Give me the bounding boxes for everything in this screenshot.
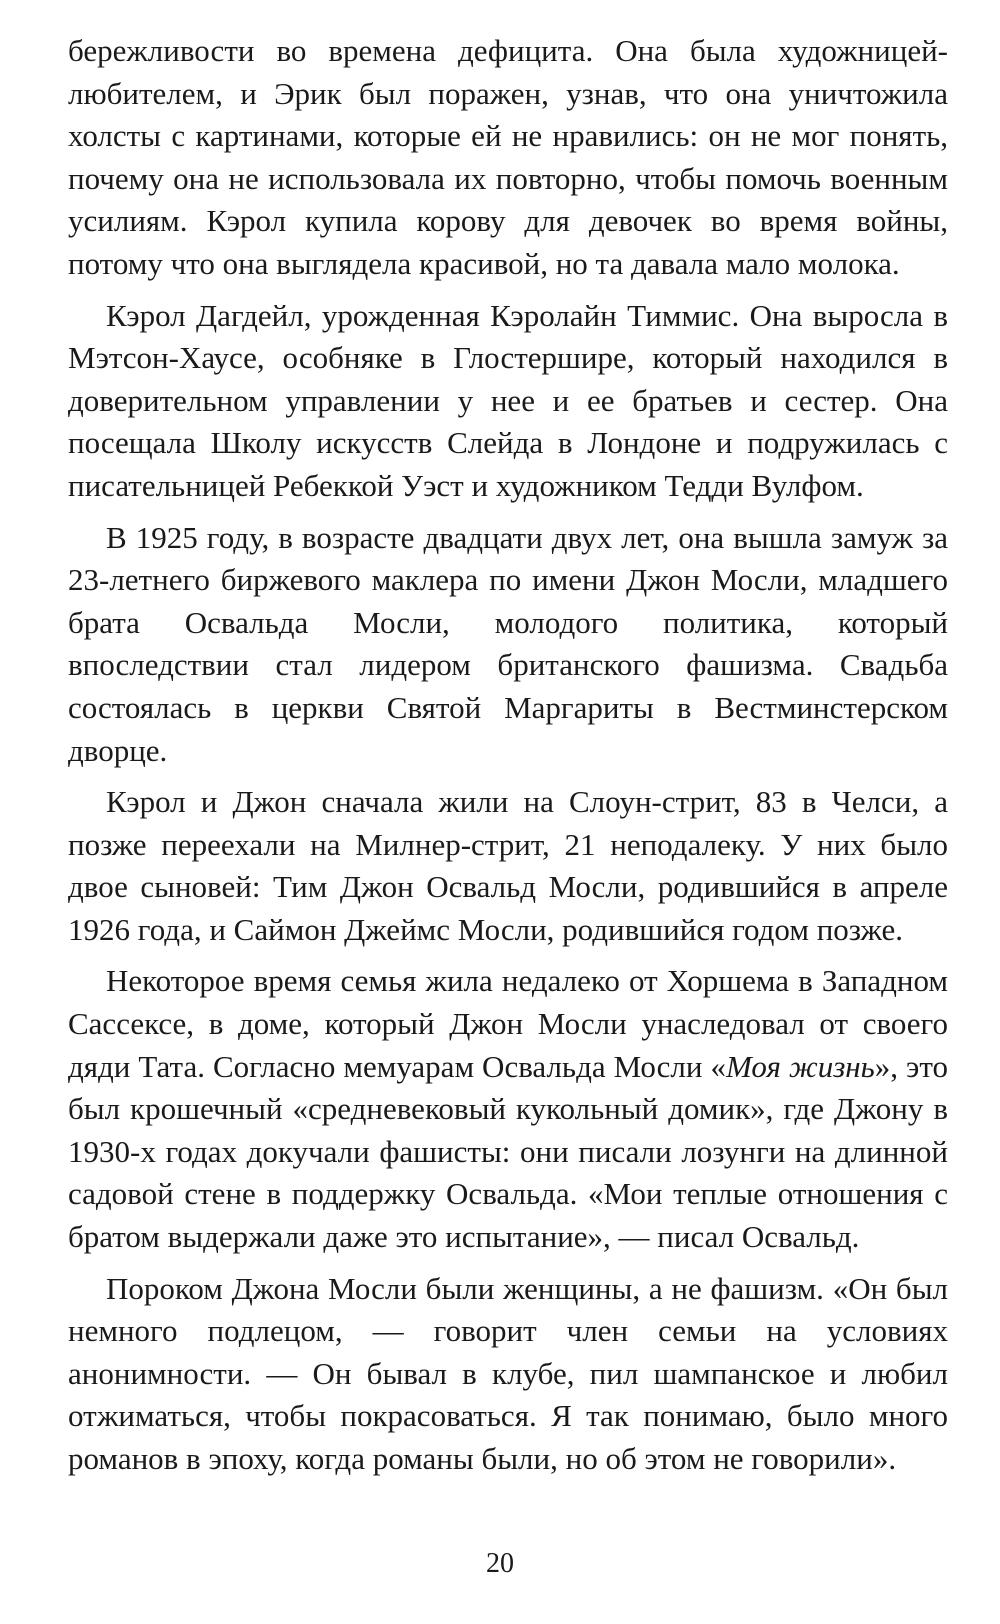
paragraph-text: Некоторое время семья жила недалеко от Хоршема в Западном Сассексе, в доме, который Джон Мосли унаследовал от своего дяди Тата. Согласно мемуарам Освальда Мосли « <box>68 963 948 1084</box>
paragraph-5 <box>68 960 948 1258</box>
paragraph-2 <box>68 295 948 508</box>
paragraph-text: Кэрол и Джон сначала жили на Слоун-стрит, 83 в Челси, а позже переехали на Милнер-стрит, 21 неподалеку. У них было двое сыновей: Тим Джон Освальд Мосли, родившийся в апреле 1926 года, и Саймон Джеймс Мосли, родившийся годом позже. <box>68 784 948 947</box>
paragraph-text: бережливости во времена дефицита. Она была художницей-любителем, и Эрик был поражен, узнав, что она уничтожила холсты с картинами, которые ей не нравились: он не мог понять, почему она не использовала их повторно, чтобы помочь военным усилиям. Кэрол купила корову для девочек во время войны, потому что она выглядела красивой, но та давала мало молока. <box>68 33 948 281</box>
paragraph-text: », это был крошечный «средневековый кукольный домик», где Джону в 1930-х годах докучали фашисты: они писали лозунги на длинной садовой стене в поддержку Освальда. «Мои теплые отношения с братом выдержали даже это испытание», — писал Освальд. <box>68 1048 948 1255</box>
book-title-italic: Моя жизнь <box>725 1048 875 1084</box>
paragraph-text: В 1925 году, в возрасте двадцати двух лет, она вышла замуж за 23-летнего биржевого маклера по имени Джон Мосли, младшего брата Освальда Мосли, молодого политика, который впоследствии стал лидером британского фашизма. Свадьба состоялась в церкви Святой Маргариты в Вестминстерском дворце. <box>68 519 948 768</box>
paragraph-1 <box>68 30 948 286</box>
paragraph-3 <box>68 517 948 773</box>
page-number: 20 <box>486 1548 514 1579</box>
body-text <box>68 30 948 1490</box>
paragraph-4 <box>68 781 948 951</box>
paragraph-6 <box>68 1268 948 1481</box>
paragraph-text: Пороком Джона Мосли были женщины, а не фашизм. «Он был немного подлецом, — говорит член семьи на условиях анонимности. — Он бывал в клубе, пил шампанское и любил отжиматься, чтобы покрасоваться. Я так понимаю, было много романов в эпоху, когда романы были, но об этом не говорили». <box>68 1270 948 1476</box>
paragraph-text: Кэрол Дагдейл, урожденная Кэролайн Тиммис. Она выросла в Мэтсон-Хаусе, особняке в Глостершире, который находился в доверительном управлении у нее и ее братьев и сестер. Она посещала Школу искусств Слейда в Лондоне и подружилась с писательницей Ребеккой Уэст и художником Тедди Вулфом. <box>68 297 948 503</box>
